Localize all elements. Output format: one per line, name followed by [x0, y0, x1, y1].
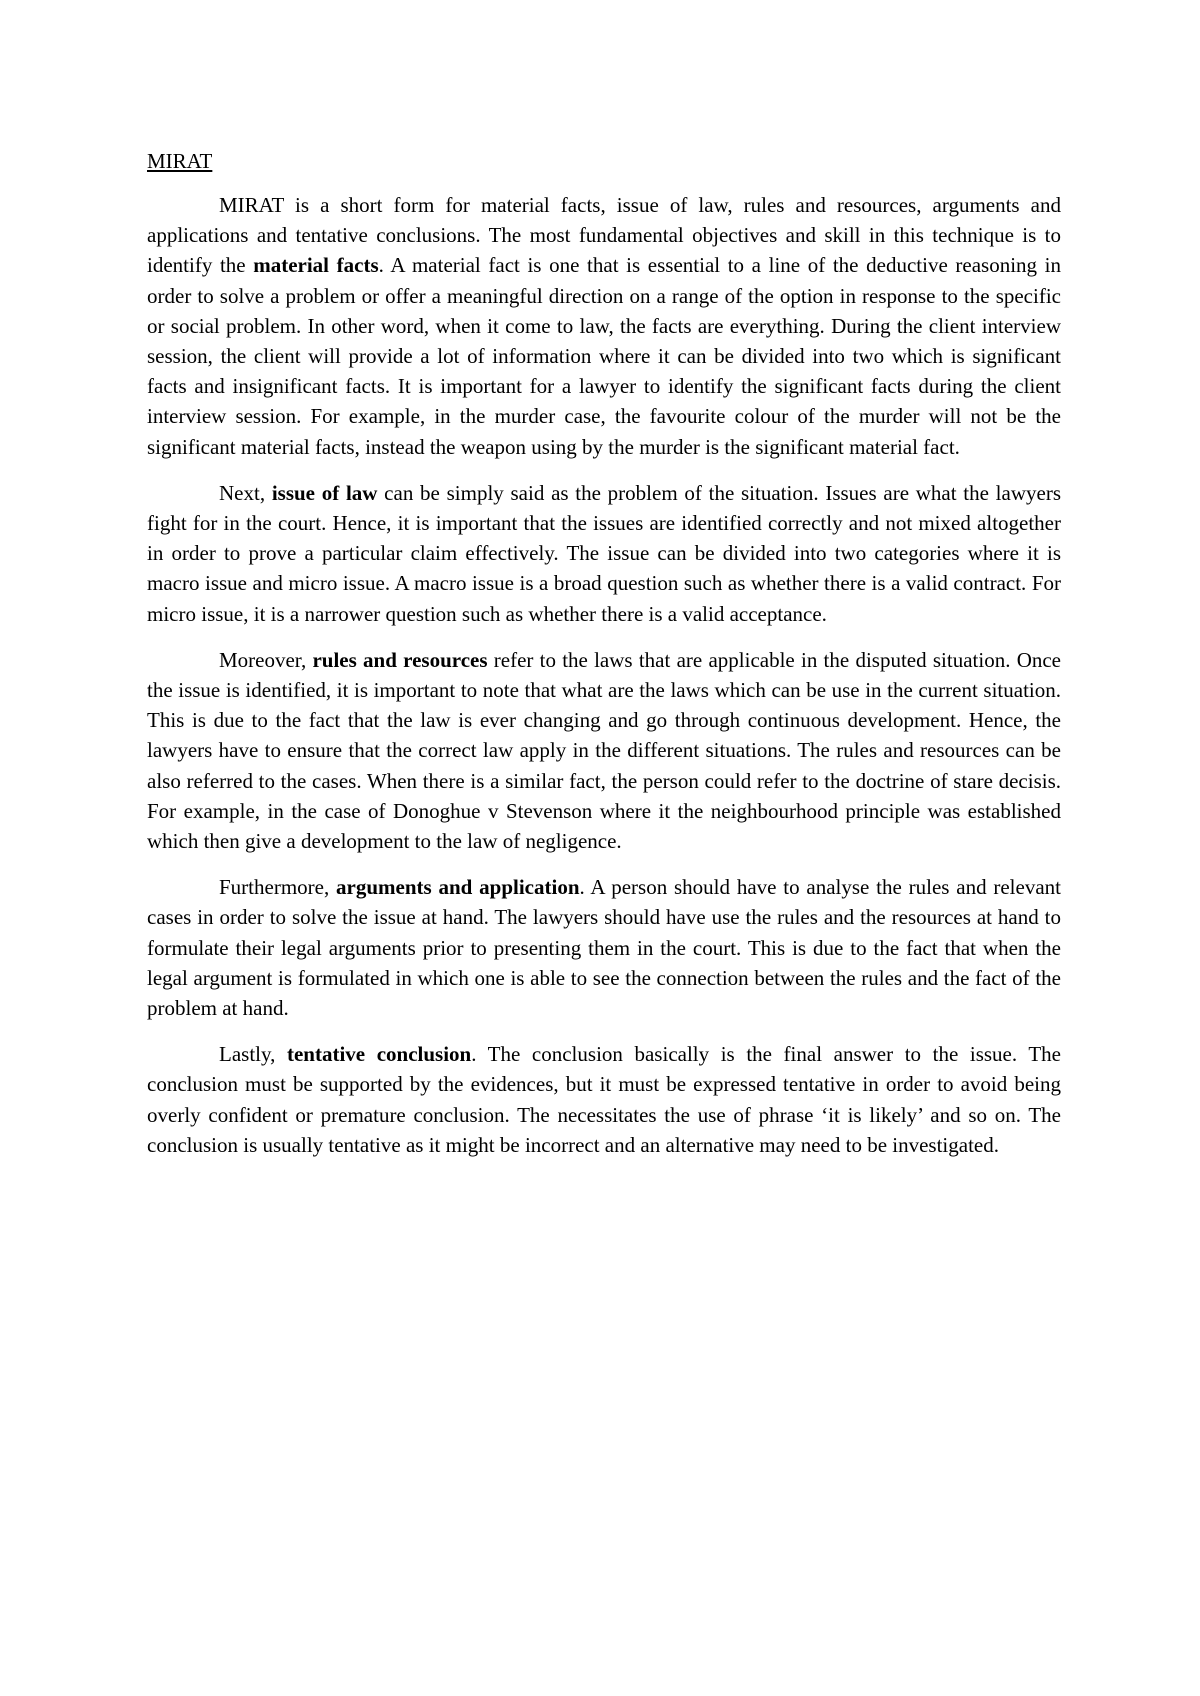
paragraph-arguments-and-application — [147, 872, 1061, 1023]
paragraph-text: can be simply said as the problem of the situation. Issues are what the lawyers fight for in the court. Hence, it is important that the issues are identified correctly and not mixed altogether in order to prove a particular claim effectively. The issue can be divided into two categories where it is macro issue and micro issue. A macro issue is a broad question such as whether there is a valid contract. For micro issue, it is a narrower question such as whether there is a valid acceptance. — [147, 480, 1061, 626]
paragraph-text: Furthermore, — [219, 875, 337, 900]
paragraph-rules-and-resources — [147, 645, 1061, 856]
paragraph-tentative-conclusion — [147, 1039, 1061, 1160]
paragraph-material-facts — [147, 190, 1061, 462]
bold-term: tentative conclusion — [286, 1042, 472, 1067]
document-body — [147, 146, 1061, 1176]
paragraph-text: MIRAT is a short form for material facts, issue of law, rules and resources, arguments and applications and tentative conclusions. The most fundamental objectives and skill in this technique is to identify the — [147, 193, 1061, 278]
bold-term: rules and resources — [312, 647, 488, 672]
bold-term: arguments and application — [336, 875, 580, 900]
paragraph-text: . A person should have to analyse the rules and relevant cases in order to solve the issue at hand. The lawyers should have use the rules and the resources at hand to formulate their legal arguments prior to presenting them in the court. This is due to the fact that when the legal argument is formulated in which one is able to see the connection between the rules and the fact of the problem at hand. — [147, 875, 1061, 1021]
page-title: MIRAT — [147, 149, 213, 173]
bold-term: issue of law — [271, 480, 378, 505]
paragraph-text: Lastly, — [219, 1042, 287, 1067]
paragraph-text: refer to the laws that are applicable in the disputed situation. Once the issue is identified, it is important to note that what are the laws which can be use in the current situation. This is due to the fact that the law is ever changing and go through continuous development. Hence, the lawyers have to ensure that the correct law apply in the different situations. The rules and resources can be also referred to the cases. When there is a similar fact, the person could refer to the doctrine of stare decisis. For example, in the case of Donoghue v Stevenson where it the neighbourhood principle was established which then give a development to the law of negligence. — [147, 647, 1061, 854]
paragraph-issue-of-law — [147, 478, 1061, 629]
paragraph-text: Next, — [219, 480, 272, 505]
paragraph-text: . A material fact is one that is essential to a line of the deductive reasoning in order to solve a problem or offer a meaningful direction on a range of the option in response to the specific or social problem. In other word, when it come to law, the facts are everything. During the client interview session, the client will provide a lot of information where it can be divided into two which is significant facts and insignificant facts. It is important for a lawyer to identify the significant facts during the client interview session. For example, in the murder case, the favourite colour of the murder will not be the significant material facts, instead the weapon using by the murder is the significant material fact. — [147, 253, 1061, 459]
paragraph-text: Moreover, — [219, 647, 313, 672]
paragraph-text: . The conclusion basically is the final answer to the issue. The conclusion must be supported by the evidences, but it must be expressed tentative in order to avoid being overly confident or premature conclusion. The necessitates the use of phrase ‘it is likely’ and so on. The conclusion is usually tentative as it might be incorrect and an alternative may need to be investigated. — [147, 1042, 1061, 1157]
bold-term: material facts — [253, 253, 379, 278]
